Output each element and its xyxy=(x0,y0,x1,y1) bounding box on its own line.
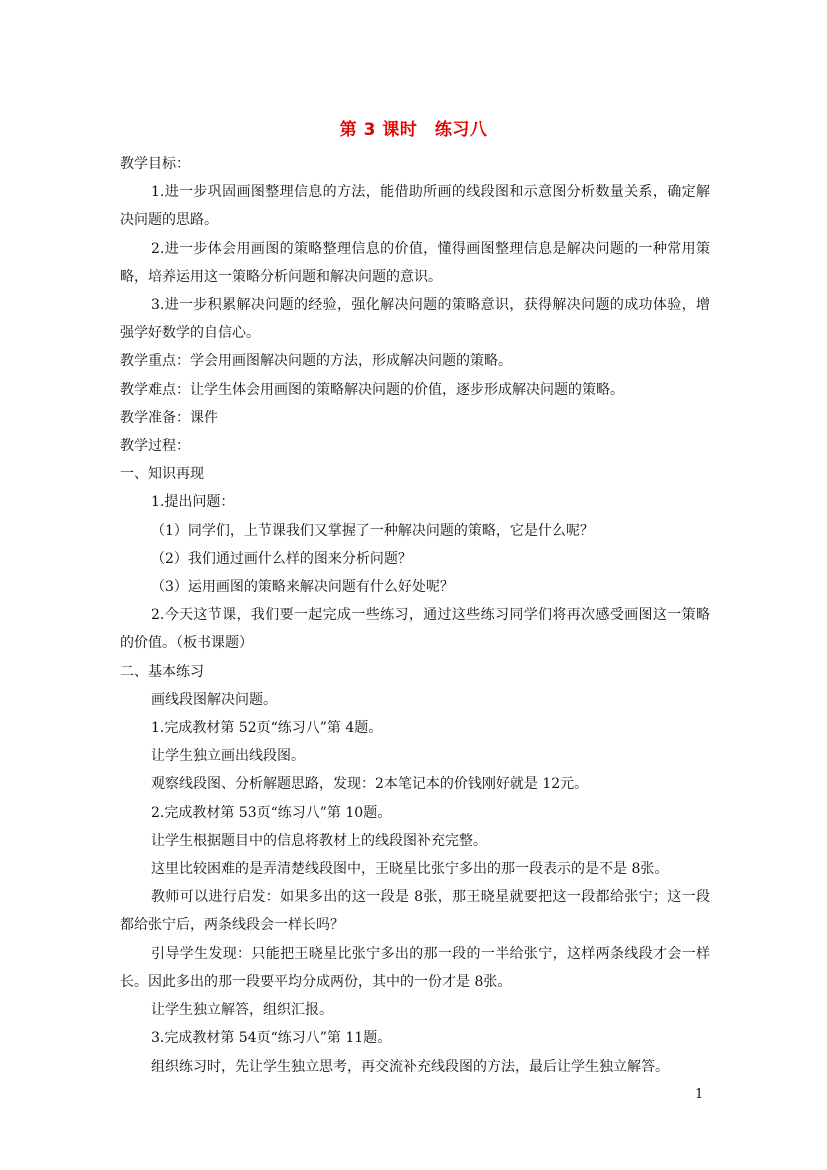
paragraph: （1）同学们，上节课我们又掌握了一种解决问题的策略，它是什么呢？ xyxy=(151,522,594,539)
page-number: 1 xyxy=(695,1087,704,1102)
paragraph: 教学难点：让学生体会用画图的策略解决问题的价值，逐步形成解决问题的策略。 xyxy=(120,381,624,398)
paragraph: 这里比较困难的是弄清楚线段图中，王晓星比张宁多出的那一段表示的是不是 8张。 xyxy=(151,861,669,878)
paragraph: 1.进一步巩固画图整理信息的方法，能借助所画的线段图和示意图分析数量关系，确定解决问题的思路。 xyxy=(120,184,710,229)
paragraph: 教学重点：学会用画图解决问题的方法，形成解决问题的策略。 xyxy=(120,353,512,370)
paragraph: 二、基本练习 xyxy=(120,663,204,680)
paragraph: 教学准备：课件 xyxy=(120,409,218,426)
paragraph: 一、知识再现 xyxy=(120,466,204,483)
paragraph: 让学生独立画出线段图。 xyxy=(151,748,305,765)
paragraph: 2.完成教材第 53页“练习八”第 10题。 xyxy=(151,804,392,821)
paragraph: 1.提出问题： xyxy=(151,494,235,511)
paragraph: 教师可以进行启发：如果多出的这一段是 8张，那王晓星就要把这一段都给张宁；这一段都给张宁后，两条线段会一样长吗？ xyxy=(120,889,710,934)
paragraph: 让学生根据题目中的信息将教材上的线段图补充完整。 xyxy=(151,832,487,849)
paragraph: 组织练习时，先让学生独立思考，再交流补充线段图的方法，最后让学生独立解答。 xyxy=(151,1058,669,1075)
paragraph: 3.进一步积累解决问题的经验，强化解决问题的策略意识，获得解决问题的成功体验，增强学好数学的自信心。 xyxy=(120,297,710,342)
paragraph: 让学生独立解答，组织汇报。 xyxy=(151,1002,333,1019)
paragraph: （2）我们通过画什么样的图来分析问题？ xyxy=(151,550,412,567)
paragraph: 教学目标： xyxy=(120,156,190,172)
lesson-title: 第 3 课时 练习八 xyxy=(339,120,488,140)
paragraph: 引导学生发现：只能把王晓星比张宁多出的那一段的一半给张宁，这样两条线段才会一样长。因此多出的那一段要平均分成两份，其中的一份才是 8张。 xyxy=(120,945,710,990)
paragraph: 2.进一步体会用画图的策略整理信息的价值，懂得画图整理信息是解决问题的一种常用策略，培养运用这一策略分析问题和解决问题的意识。 xyxy=(120,240,710,285)
paragraph: 3.完成教材第 54页“练习八”第 11题。 xyxy=(151,1030,392,1047)
paragraph: 观察线段图、分析解题思路，发现：2本笔记本的价钱刚好就是 12元。 xyxy=(151,776,589,793)
paragraph: 教学过程： xyxy=(120,438,190,455)
lesson-body xyxy=(120,150,710,1081)
paragraph: 1.完成教材第 52页“练习八”第 4题。 xyxy=(151,720,383,737)
paragraph: 2.今天这节课，我们要一起完成一些练习，通过这些练习同学们将再次感受画图这一策略的价值。（板书课题） xyxy=(120,607,710,652)
paragraph: 画线段图解决问题。 xyxy=(151,691,277,708)
paragraph: （3）运用画图的策略来解决问题有什么好处呢？ xyxy=(151,579,454,596)
